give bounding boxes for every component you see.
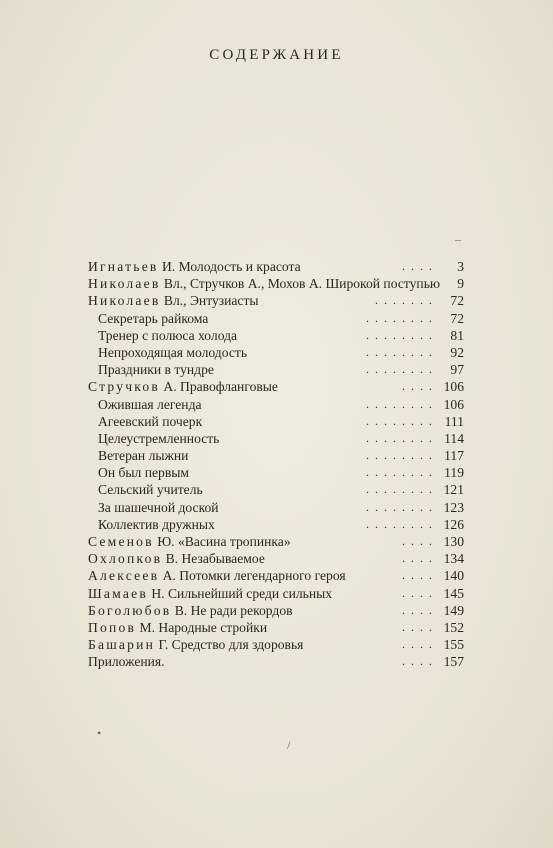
toc-subentry [88, 413, 464, 430]
toc-entry-text [88, 568, 346, 583]
toc-leader-dots: ........ [366, 465, 438, 480]
toc-entry-text [98, 362, 214, 377]
toc-page-number: 81 [450, 327, 464, 343]
toc-entry-text [88, 534, 291, 549]
toc-page-number: 149 [443, 602, 464, 618]
toc-entry [88, 258, 464, 275]
toc-leader-dots: .... [402, 585, 438, 600]
toc-author: Алексеев [88, 568, 160, 584]
toc-title: За шашечной доской [98, 499, 219, 515]
toc-entry [88, 378, 464, 395]
toc-subentry [88, 481, 464, 498]
toc-entry-text [88, 276, 440, 291]
toc-title: Агеевский почерк [98, 413, 203, 429]
toc-entry-text [98, 465, 189, 480]
toc-leader-dots: ........ [366, 482, 438, 497]
toc-entry-text [98, 311, 208, 326]
toc-entry [88, 602, 464, 619]
toc-title: И. Молодость и красота [161, 259, 301, 274]
toc-page-number: 126 [443, 516, 464, 532]
toc-subentry [88, 516, 464, 533]
toc-title: Тренер с полюса холода [98, 327, 238, 343]
toc-author: Попов [88, 619, 137, 635]
toc-page-number: 97 [450, 362, 464, 378]
toc-page-number: 106 [443, 379, 464, 395]
toc-leader-dots: ........ [366, 310, 438, 325]
toc-page-number: 117 [444, 448, 464, 464]
toc-author: Башарин [88, 637, 156, 653]
toc-leader-dots: ........ [366, 448, 438, 463]
toc-page-number: 145 [443, 585, 464, 601]
toc-entry-text [88, 620, 267, 635]
toc-entry [88, 636, 464, 653]
toc-subentry [88, 430, 464, 447]
toc-entry-text [88, 259, 301, 274]
toc-subentry [88, 447, 464, 464]
toc-page-number: 157 [443, 654, 464, 670]
toc-author: Стручков [88, 379, 160, 395]
toc-leader-dots: .... [402, 602, 438, 617]
toc-leader-dots: ........ [366, 499, 438, 514]
toc-title: Г. Средство для здоровья [158, 637, 304, 653]
toc-title: Ветеран лыжни [98, 448, 189, 464]
toc-leader-dots: .... [402, 654, 438, 669]
toc-title: Он был первым [98, 465, 189, 481]
table-of-contents [88, 258, 464, 671]
toc-title: А. Потомки легендарного героя [162, 568, 346, 584]
toc-title: Ю. «Васина тропинка» [157, 534, 291, 549]
toc-title: М. Народные стройки [139, 619, 268, 635]
toc-leader-dots: .... [402, 551, 438, 566]
toc-entry-text [88, 603, 293, 618]
toc-author: Охлопков [88, 551, 163, 567]
toc-subentry [88, 310, 464, 327]
toc-page-number: 155 [443, 637, 464, 653]
toc-entry [88, 567, 464, 584]
toc-entry-text [98, 414, 202, 429]
toc-entry [88, 550, 464, 567]
toc-page-number: 9 [457, 276, 464, 292]
toc-entry-text [98, 397, 202, 412]
toc-title: А. Правофланговые [163, 379, 278, 395]
toc-leader-dots: ........ [366, 396, 438, 411]
toc-entry-text [88, 379, 278, 394]
toc-title: Вл., Энтузиасты [163, 293, 259, 309]
toc-title: Ожившая легенда [98, 396, 202, 412]
toc-page-number: 114 [444, 430, 464, 446]
toc-page-number: 3 [457, 259, 464, 274]
toc-entry [88, 619, 464, 636]
toc-page-number: 119 [444, 465, 464, 481]
toc-author: Николаев [88, 293, 161, 309]
toc-leader-dots: ........ [366, 327, 438, 342]
toc-title: Вл., Стручков А., Мохов А. Широкой поступью [163, 276, 441, 292]
toc-author: Семенов [88, 534, 154, 549]
toc-title: Приложения. [88, 654, 165, 670]
toc-title: Секретарь райкома [98, 310, 209, 326]
toc-subentry [88, 499, 464, 516]
toc-title: Коллектив дружных [98, 516, 215, 532]
toc-entry-text [98, 448, 188, 463]
toc-title: Непроходящая молодость [98, 344, 248, 360]
toc-leader-dots: .... [402, 619, 438, 634]
toc-entry [88, 533, 464, 550]
toc-leader-dots: .... [402, 379, 438, 394]
toc-page-number: 130 [443, 534, 464, 549]
toc-page-number: 106 [443, 396, 464, 412]
toc-entry [88, 585, 464, 602]
toc-title: В. Незабываемое [165, 551, 265, 567]
toc-page-number: 140 [443, 568, 464, 584]
toc-page-number: 92 [450, 344, 464, 360]
toc-entry-text [98, 482, 203, 497]
page-speck: / [287, 738, 291, 752]
toc-entry-text [88, 637, 303, 652]
toc-leader-dots: .... [402, 534, 438, 548]
toc-leader-dots: ........ [366, 430, 438, 445]
toc-author: Шамаев [88, 585, 148, 601]
toc-leader-dots: .... [402, 568, 438, 583]
toc-leader-dots: .... [402, 259, 438, 273]
toc-entry-text [88, 586, 332, 601]
toc-author: Игнатьев [88, 259, 159, 274]
toc-subentry [88, 361, 464, 378]
toc-author: Боголюбов [88, 602, 172, 618]
toc-entry-text [98, 517, 215, 532]
toc-page-number: 72 [450, 310, 464, 326]
toc-entry-text [98, 500, 219, 515]
page-title: СОДЕРЖАНИЕ [209, 47, 344, 63]
toc-leader-dots: ........ [366, 362, 438, 377]
toc-subentry [88, 344, 464, 361]
toc-entry-text [98, 345, 247, 360]
page-speck: • [97, 726, 102, 740]
toc-page-number: 121 [443, 482, 464, 498]
toc-title: Н. Сильнейший среди сильных [151, 585, 333, 601]
toc-subentry [88, 464, 464, 481]
toc-entry-text [88, 293, 259, 308]
toc-leader-dots: ........ [366, 516, 438, 531]
toc-title: В. Не ради рекордов [174, 602, 293, 618]
toc-page-number: 72 [450, 293, 464, 309]
toc-entry [88, 292, 464, 309]
toc-page-number: 123 [443, 499, 464, 515]
toc-page-number: 111 [444, 413, 464, 429]
page-speck: – [455, 232, 461, 246]
toc-entry-text [88, 551, 265, 566]
toc-entry-text [88, 654, 165, 669]
toc-entry-text [98, 431, 219, 446]
toc-entry-text [98, 328, 237, 343]
toc-leader-dots: ....... [375, 293, 438, 308]
toc-title: Целеустремленность [98, 430, 220, 446]
toc-leader-dots: ........ [366, 413, 438, 428]
toc-entry [88, 275, 464, 292]
toc-leader-dots: ........ [366, 344, 438, 359]
toc-title: Сельский учитель [98, 482, 203, 498]
toc-subentry [88, 396, 464, 413]
toc-entry [88, 653, 464, 670]
toc-page-number: 134 [443, 551, 464, 567]
toc-page-number: 152 [443, 619, 464, 635]
toc-title: Праздники в тундре [98, 362, 214, 378]
toc-leader-dots: .... [402, 637, 438, 652]
toc-subentry [88, 327, 464, 344]
toc-author: Николаев [88, 276, 161, 292]
